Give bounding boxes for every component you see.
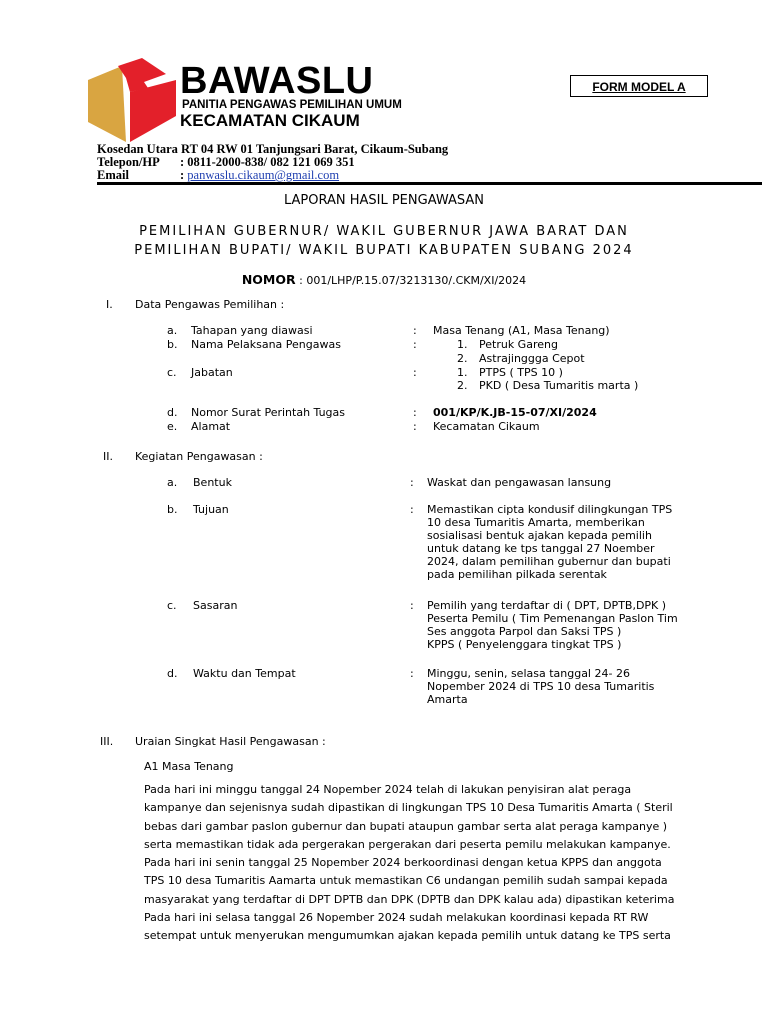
s2-d-line: Nopember 2024 di TPS 10 desa Tumaritis	[427, 680, 655, 693]
report-title: LAPORAN HASIL PENGAWASAN	[283, 193, 485, 208]
s2-d-label: Waktu dan Tempat	[193, 667, 296, 680]
s2-b-label: Tujuan	[193, 503, 229, 516]
s2-a-value: Waskat dan pengawasan lansung	[427, 476, 612, 489]
body-line: Pada hari ini minggu tanggal 24 Nopember 2024 telah di lakukan penyisiran alat peraga	[144, 783, 632, 796]
section2-number: II.	[103, 450, 113, 463]
org-subtitle: PANITIA PENGAWAS PEMILIHAN UMUM	[182, 99, 402, 111]
s2-c-line: Pemilih yang terdaftar di ( DPT, DPTB,DPK )	[427, 599, 667, 612]
s2-c-line: KPPS ( Penyelenggara tingkat TPS )	[427, 638, 622, 651]
s2-d-colon: :	[410, 667, 414, 680]
s1-e-value: Kecamatan Cikaum	[433, 420, 540, 433]
s1-d-colon: :	[413, 406, 417, 419]
s2-b-colon: :	[410, 503, 414, 516]
org-district: KECAMATAN CIKAUM	[180, 111, 360, 130]
nomor-line	[0, 272, 768, 287]
s2-a-key: a.	[167, 476, 178, 489]
s2-a-label: Bentuk	[193, 476, 232, 489]
section1-heading: Data Pengawas Pemilihan :	[135, 298, 285, 311]
s2-b-key: b.	[167, 503, 178, 516]
s2-b-line: pada pemilihan pilkada serentak	[427, 568, 607, 581]
form-model-box	[570, 75, 708, 97]
phone-label: Telepon/HP	[97, 155, 160, 169]
s2-b-line: 2024, dalam pemilihan gubernur dan bupati	[427, 555, 671, 568]
form-model-label: FORM MODEL A	[592, 80, 686, 94]
election-title-1: PEMILIHAN GUBERNUR/ WAKIL GUBERNUR JAWA BARAT DAN	[139, 224, 629, 239]
s1-b-item-1-num: 1.	[457, 338, 468, 351]
section3-number: III.	[100, 735, 114, 748]
s2-d-line: Amarta	[427, 693, 468, 706]
s1-a-colon: :	[413, 324, 417, 337]
bawaslu-logo	[86, 58, 178, 142]
body-line: masyarakat yang terdaftar di DPT DPTB dan DPK (DPTB dan DPK kalau ada) dipastikan keterima	[144, 892, 675, 906]
s2-d-key: d.	[167, 667, 178, 680]
s2-b-line: sosialisasi bentuk ajakan kepada pemilih	[427, 529, 652, 542]
s1-c-key: c.	[167, 366, 177, 379]
s1-b-item-1: Petruk Gareng	[479, 338, 558, 351]
s1-a-label: Tahapan yang diawasi	[191, 324, 313, 337]
s1-b-item-2-num: 2.	[457, 352, 468, 365]
s1-c-item-1: PTPS ( TPS 10 )	[479, 366, 563, 379]
org-name: BAWASLU	[180, 60, 374, 102]
s1-b-colon: :	[413, 338, 417, 351]
s1-c-item-2-num: 2.	[457, 379, 468, 392]
s1-a-value: Masa Tenang (A1, Masa Tenang)	[433, 324, 610, 337]
s2-b-line: 10 desa Tumaritis Amarta, memberikan	[427, 516, 645, 529]
s2-c-label: Sasaran	[193, 599, 238, 612]
nomor-value: : 001/LHP/P.15.07/3213130/.CKM/XI/2024	[299, 274, 527, 287]
section1-number: I.	[106, 298, 113, 311]
election-title-2: PEMILIHAN BUPATI/ WAKIL BUPATI KABUPATEN SUBANG 2024	[134, 243, 634, 258]
s2-b-line: untuk datang ke tps tanggal 27 Noember	[427, 542, 655, 555]
body-line: Pada hari ini selasa tanggal 26 Nopember 2024 sudah melakukan koordinasi kepada RT RW	[144, 911, 649, 925]
s1-d-value: 001/KP/K.JB-15-07/XI/2024	[433, 406, 597, 419]
body-line: bebas dari gambar paslon gubernur dan bupati ataupun gambar serta alat peraga kampanye )	[144, 819, 668, 833]
s2-c-value	[427, 599, 687, 651]
s1-e-colon: :	[413, 420, 417, 433]
s2-d-line: Minggu, senin, selasa tanggal 24- 26	[427, 667, 630, 680]
s1-e-key: e.	[167, 420, 178, 433]
s1-c-colon: :	[413, 366, 417, 379]
s1-c-label: Jabatan	[191, 366, 233, 379]
s1-d-key: d.	[167, 406, 178, 419]
section3-body	[144, 781, 684, 946]
nomor-label: NOMOR	[241, 272, 296, 287]
s1-c-item-2: PKD ( Desa Tumaritis marta )	[479, 379, 639, 392]
s2-b-line: Memastikan cipta kondusif dilingkungan TPS	[427, 503, 673, 516]
s2-c-line: Peserta Pemilu ( Tim Pemenangan Paslon Tim	[427, 612, 678, 625]
section2-heading: Kegiatan Pengawasan :	[135, 450, 263, 463]
address-line: Kosedan Utara RT 04 RW 01 Tanjungsari Barat, Cikaum-Subang	[97, 142, 449, 156]
s2-c-colon: :	[410, 599, 414, 612]
s2-d-value	[427, 667, 687, 706]
s1-b-item-2: Astrajinggga Cepot	[479, 352, 585, 365]
email-label: Email	[97, 168, 129, 182]
s2-b-value	[427, 503, 687, 581]
body-line: TPS 10 desa Tumaritis Aamarta untuk memastikan C6 undangan pemilih sudah sampai kepada	[144, 874, 668, 888]
body-line: kampanye dan sejenisnya sudah dipastikan di lingkungan TPS 10 Desa Tumaritis Amarta ( Steril	[144, 801, 673, 815]
s2-a-colon: :	[410, 476, 414, 489]
email-colon: :	[180, 168, 185, 182]
s2-c-key: c.	[167, 599, 177, 612]
s1-e-label: Alamat	[191, 420, 231, 433]
header-divider	[97, 182, 762, 185]
s1-c-item-1-num: 1.	[457, 366, 468, 379]
section3-subheading: A1 Masa Tenang	[144, 760, 234, 773]
body-line: serta memastikan tidak ada pergerakan pergerakan dari peserta pemilu melakukan kampanye.	[144, 837, 671, 851]
phone-line	[97, 155, 355, 169]
s1-b-label: Nama Pelaksana Pengawas	[191, 338, 341, 351]
email-link[interactable]: panwaslu.cikaum@gmail.com	[187, 168, 340, 182]
section3-heading: Uraian Singkat Hasil Pengawasan :	[135, 735, 326, 748]
email-line	[97, 168, 339, 182]
body-line: Pada hari ini senin tanggal 25 Nopember 2024 berkoordinasi dengan ketua KPPS dan anggota	[144, 856, 662, 870]
s1-d-label: Nomor Surat Perintah Tugas	[191, 406, 346, 419]
s2-c-line: Ses anggota Parpol dan Saksi TPS )	[427, 625, 622, 638]
body-line: setempat untuk menyerukan mengumumkan ajakan kepada pemilih untuk datang ke TPS serta	[144, 929, 671, 943]
s1-b-key: b.	[167, 338, 178, 351]
s1-a-key: a.	[167, 324, 178, 337]
phone-value: : 0811-2000-838/ 082 121 069 351	[180, 155, 355, 169]
